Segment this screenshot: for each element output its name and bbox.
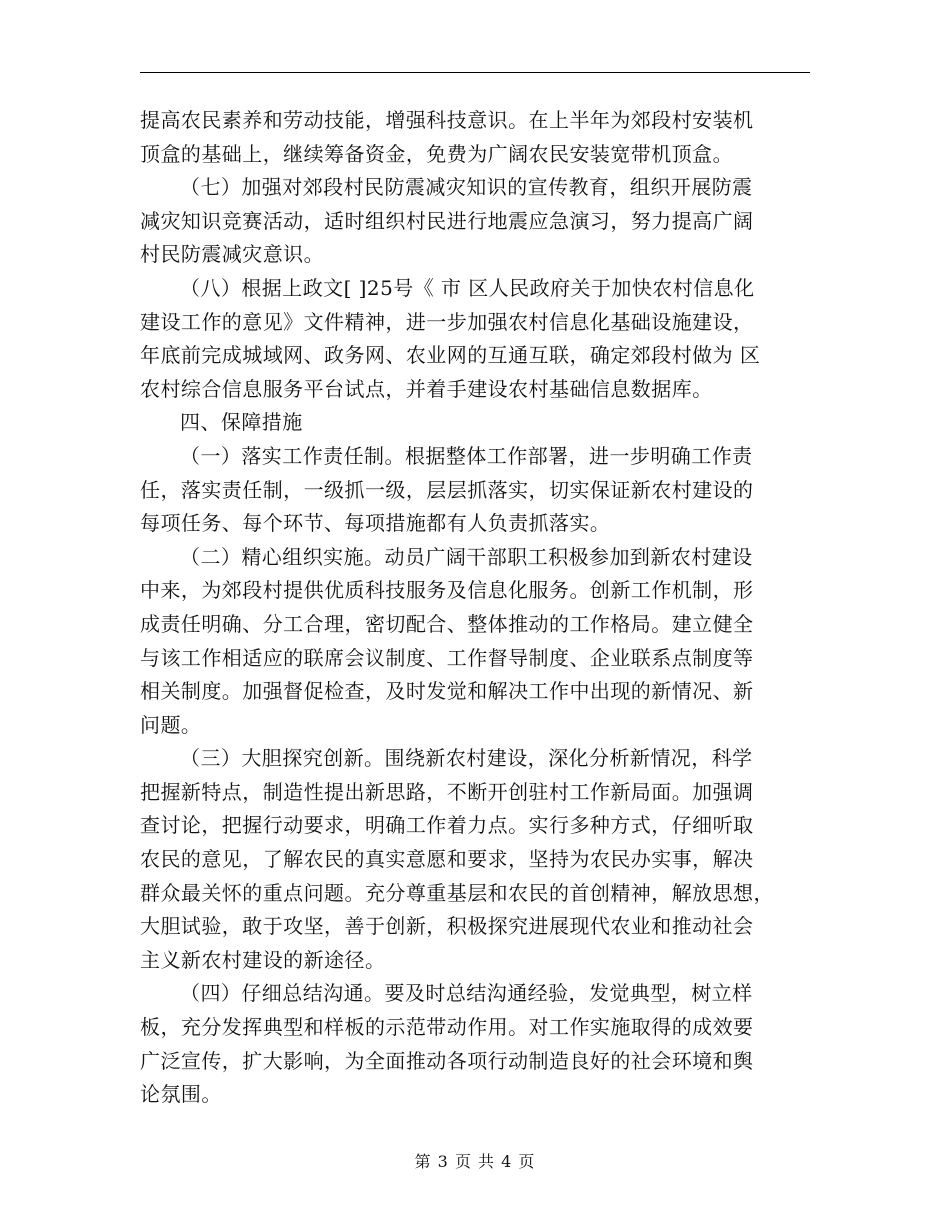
paragraph-start: （八）根据上政文[ ]25号《 市 区人民政府关于加快农村信息化 [180,275,755,300]
text-line: 主义新农村建设的新途径。 [140,947,386,972]
paragraph-start: （七）加强对郊段村民防震减灾知识的宣传教育，组织开展防震 [180,175,753,200]
text-line: 成责任明确、分工合理，密切配合、整体推动的工作格局。建立健全 [140,611,754,636]
text-line: 提高农民素养和劳动技能，增强科技意识。在上半年为郊段村安装机 [140,108,754,132]
document-body [140,104,812,1112]
text-line: 板，充分发挥典型和样板的示范带动作用。对工作实施取得的成效要 [140,1015,754,1040]
text-line: 把握新特点，制造性提出新思路，不断开创驻村工作新局面。加强调 [140,779,754,804]
text-line: 村民防震减灾意识。 [140,242,325,267]
text-line: 查讨论，把握行动要求，明确工作着力点。实行多种方式，仔细听取 [140,813,754,838]
text-line: 减灾知识竞赛活动，适时组织村民进行地震应急演习，努力提高广阔 [140,208,754,233]
text-line: 任，落实责任制，一级抓一级，层层抓落实，切实保证新农村建设的 [140,477,754,502]
text-line: 中来，为郊段村提供优质科技服务及信息化服务。创新工作机制，形 [140,578,754,603]
text-line: 问题。 [140,712,202,737]
text-line: 年底前完成城域网、政务网、农业网的互通互联，确定郊段村做为 区 [140,343,761,368]
text-line: 建设工作的意见》文件精神，进一步加强农村信息化基础设施建设， [140,309,754,334]
text-line: 相关制度。加强督促检查，及时发觉和解决工作中出现的新情况、新 [140,679,754,704]
text-line: 论氛围。 [140,1082,222,1107]
paragraph-start: （一）落实工作责任制。根据整体工作部署，进一步明确工作责 [180,443,753,468]
page-number: 第 3 页 共 4 页 [414,1152,536,1171]
text-line: 每项任务、每个环节、每项措施都有人负责抓落实。 [140,511,611,536]
header-rule [140,72,810,73]
paragraph-start: （三）大胆探究创新。围绕新农村建设，深化分析新情况，科学 [180,746,753,771]
paragraph-start: （二）精心组织实施。动员广阔干部职工积极参加到新农村建设 [180,544,753,569]
text-line: 农民的意见，了解农民的真实意愿和要求，坚持为农民办实事，解决 [140,847,754,872]
text-line: 顶盒的基础上，继续筹备资金，免费为广阔农民安装宽带机顶盒。 [140,141,734,166]
text-line: 大胆试验，敢于攻坚，善于创新，积极探究进展现代农业和推动社会 [140,914,754,939]
text-line: 农村综合信息服务平台试点，并着手建设农村基础信息数据库。 [140,376,713,401]
text-line: 群众最关怀的重点问题。充分尊重基层和农民的首创精神，解放思想， [140,880,774,905]
text-line: 广泛宣传，扩大影响，为全面推动各项行动制造良好的社会环境和舆 [140,1048,754,1073]
paragraph-start: （四）仔细总结沟通。要及时总结沟通经验，发觉典型，树立样 [180,981,753,1006]
text-line: 与该工作相适应的联席会议制度、工作督导制度、企业联系点制度等 [140,645,754,670]
section-heading: 四、保障措施 [180,410,303,435]
